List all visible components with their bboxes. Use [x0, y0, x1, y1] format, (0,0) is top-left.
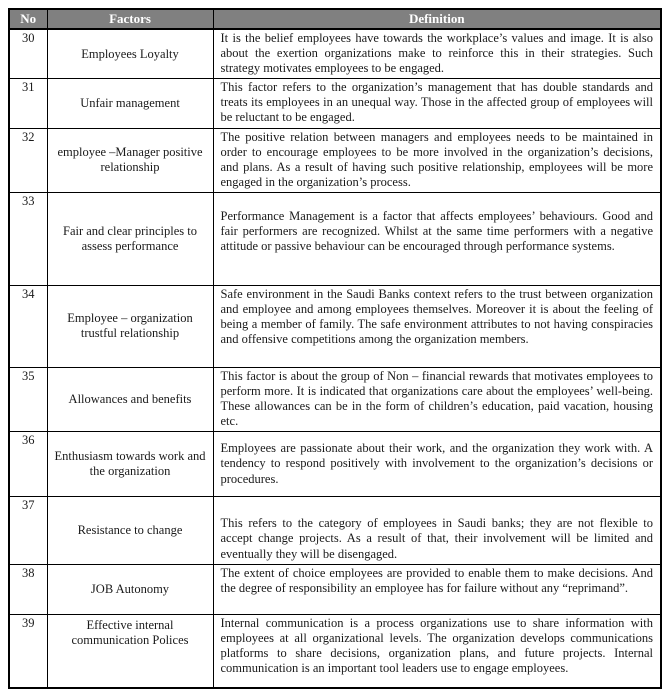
table-row — [9, 367, 661, 431]
row-no: 34 — [9, 285, 47, 367]
row-no: 33 — [9, 192, 47, 285]
table-row — [9, 79, 661, 128]
table-body — [9, 29, 661, 688]
factor-cell: JOB Autonomy — [47, 564, 213, 614]
row-no: 35 — [9, 367, 47, 431]
table-row — [9, 497, 661, 564]
definition-cell: Employees are passionate about their work, and the organization they work with. A tendency to respond positively with involvement to the organization’s decisions or procedures. — [213, 432, 661, 497]
definition-cell: This refers to the category of employees in Saudi banks; they are not flexible to accept change projects. As a result of that, their involvement will be limited and eventually they will be disengaged. — [213, 497, 661, 564]
factors-table — [8, 8, 662, 689]
table-row — [9, 192, 661, 285]
column-header-definition: Definition — [213, 9, 661, 29]
header-row — [9, 9, 661, 29]
definition-cell: Performance Management is a factor that affects employees’ behaviours. Good and fair performers are recognized. Whilst at the same time performers with a negative attitude or passive behaviour can be encouraged through performance systems. — [213, 192, 661, 285]
factor-cell: Allowances and benefits — [47, 367, 213, 431]
factor-cell: Unfair management — [47, 79, 213, 128]
row-no: 37 — [9, 497, 47, 564]
definition-cell: This factor refers to the organization’s management that has double standards and treats its employees in an unequal way. Those in the affected group of employees will be reluctant to be engaged. — [213, 79, 661, 128]
table-row — [9, 128, 661, 192]
column-header-no: No — [9, 9, 47, 29]
factor-cell: Effective internal communication Polices — [47, 614, 213, 688]
factor-cell: Employees Loyalty — [47, 29, 213, 79]
column-header-factors: Factors — [47, 9, 213, 29]
factor-cell: Fair and clear principles to assess performance — [47, 192, 213, 285]
row-no: 38 — [9, 564, 47, 614]
definition-cell: This factor is about the group of Non – financial rewards that motivates employees to perform more. It is indicated that organizations care about the employees’ well-being. These allowances can be in the form of children’s education, paid vacation, housing etc. — [213, 367, 661, 431]
factor-cell: Employee – organization trustful relationship — [47, 285, 213, 367]
definition-cell: Internal communication is a process organizations use to share information with employees at all organizational levels. The organization develops communications platforms to share decisions, organization plans, and future projects. Internal communication is an important tool leaders use to engage employees. — [213, 614, 661, 688]
definition-cell: The positive relation between managers and employees needs to be maintained in order to encourage employees to be more involved in the organization’s decisions, and plans. As a result of having such positive relationship, employees will be more engaged in the organization’s process. — [213, 128, 661, 192]
table-row — [9, 564, 661, 614]
row-no: 39 — [9, 614, 47, 688]
row-no: 31 — [9, 79, 47, 128]
table-row — [9, 29, 661, 79]
table-row — [9, 285, 661, 367]
table-header — [9, 9, 661, 29]
factor-cell: Resistance to change — [47, 497, 213, 564]
factor-cell: Enthusiasm towards work and the organization — [47, 432, 213, 497]
row-no: 30 — [9, 29, 47, 79]
factor-cell: employee –Manager positive relationship — [47, 128, 213, 192]
definition-cell: The extent of choice employees are provided to enable them to make decisions. And the degree of responsibility an employee has for failure without any “reprimand”. — [213, 564, 661, 614]
definition-cell: Safe environment in the Saudi Banks context refers to the trust between organization and employee and among employees themselves. Moreover it is about the feeling of being a member of family. The safe environment attributes to not having conspiracies and offensive competitions among the organization members. — [213, 285, 661, 367]
table-row — [9, 614, 661, 688]
row-no: 36 — [9, 432, 47, 497]
row-no: 32 — [9, 128, 47, 192]
definition-cell: It is the belief employees have towards the workplace’s values and image. It is also about the exertion organizations make to reinforce this in their strategies. Such strategy motivates employees to be engaged. — [213, 29, 661, 79]
table-row — [9, 432, 661, 497]
